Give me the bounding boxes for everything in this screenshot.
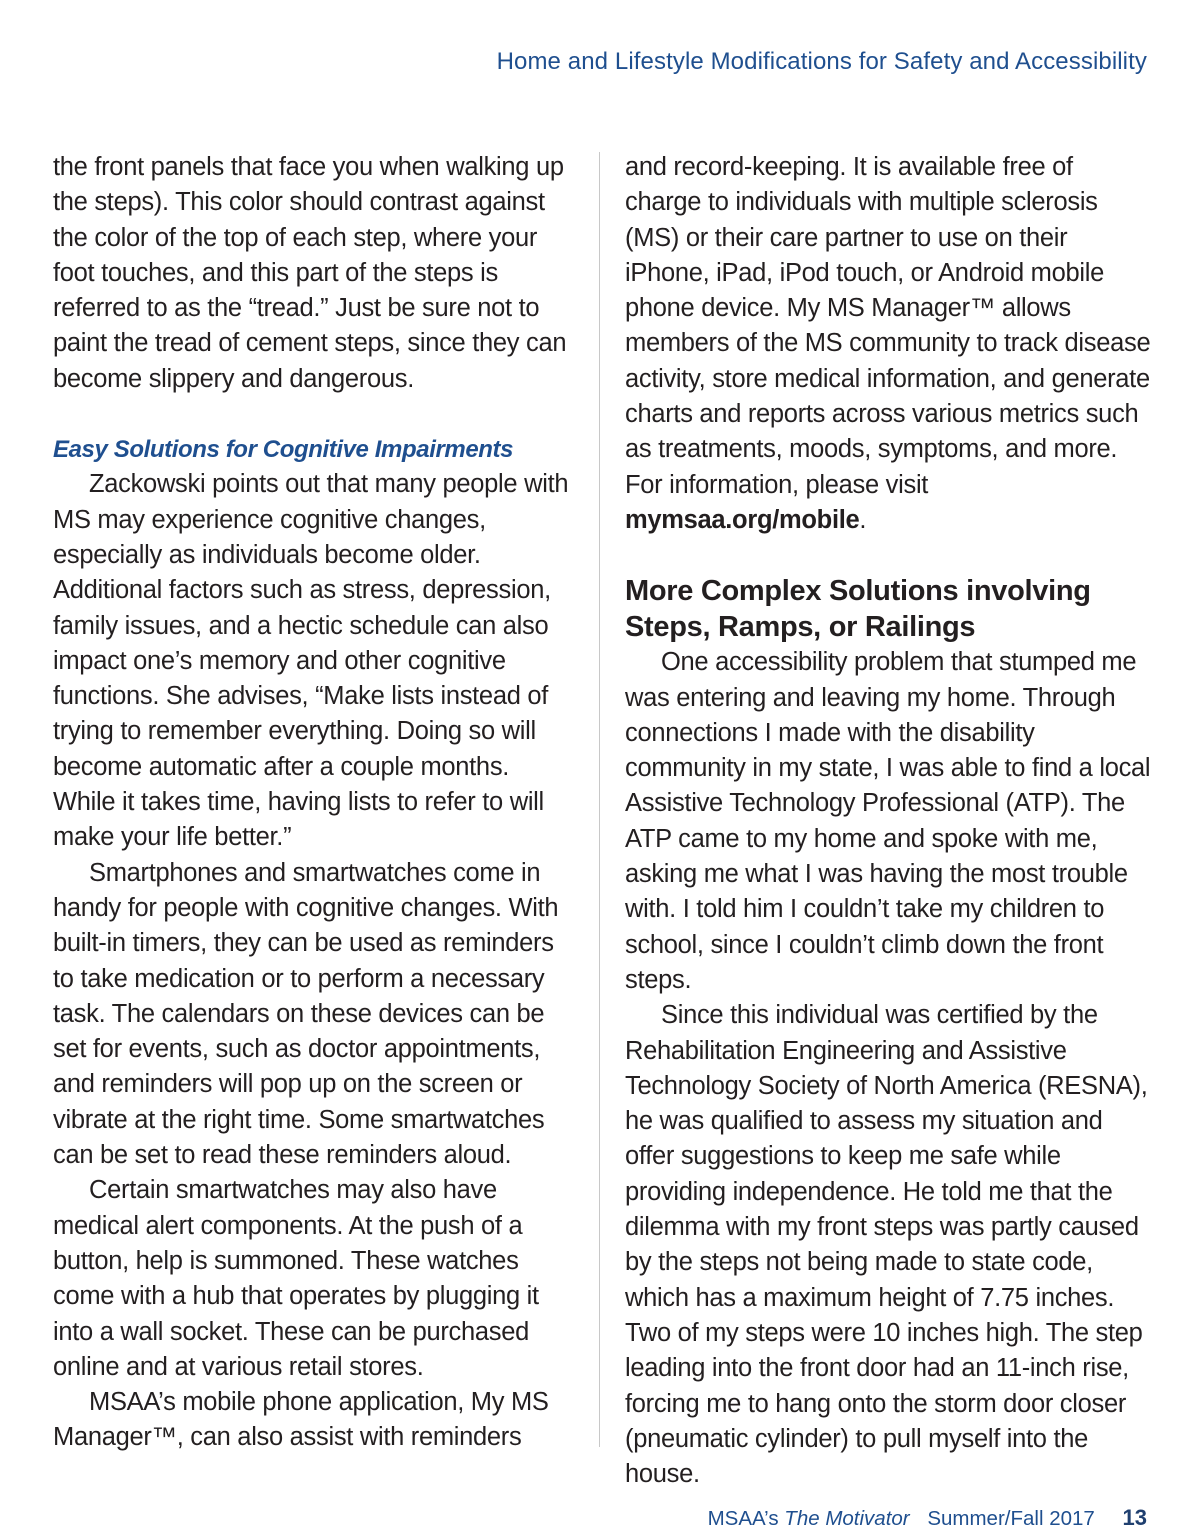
footer-publisher: MSAA’s xyxy=(707,1507,779,1530)
footer-magazine-title: The Motivator xyxy=(784,1507,910,1530)
body-paragraph: the front panels that face you when walking up the steps). This color should contrast against the color of the top of each step, where your foot touches, and this part of the steps is referred to as the “tread.” Just be sure not to paint the tread of cement steps, since they can become slippery and dangerous. xyxy=(53,153,567,393)
paragraph-end: . xyxy=(859,505,867,534)
body-paragraph: MSAA’s mobile phone application, My MS Manager™, can also assist with reminders xyxy=(53,1388,549,1452)
body-paragraph: Since this individual was certified by the Rehabilitation Engineering and Assistive Technology Society of North America (RESNA), he was qualified to assess my situation and offer suggestions to keep me safe while providing independence. He told me that the dilemma with my front steps was partly caused by the steps not being made to state code, which has a maximum height of 7.75 inches. Two of my steps were 10 inches high. The step leading into the front door had an 11-inch rise, forcing me to hang onto the storm door closer (pneumatic cylinder) to pull myself into the house. xyxy=(625,1001,1148,1489)
body-paragraph: Certain smartwatches may also have medical alert components. At the push of a button, help is summoned. These watches come with a hub that operates by plugging it into a wall socket. These can be purchased online and at various retail stores. xyxy=(53,1176,539,1381)
mobile-app-link[interactable]: mymsaa.org/mobile xyxy=(625,505,860,534)
paragraph-text: and record-keeping. It is available free of charge to individuals with multiple sclerosis (MS) or their care partner to use on their iPhone, iPad, iPod touch, or Android mobile phone device. My MS Manager™ allows members of the MS community to track disease activity, store medical information, and generate charts and reports across various metrics such as treatments, moods, symptoms, and more. For information, please visit xyxy=(625,153,1151,499)
body-paragraph: One accessibility problem that stumped me was entering and leaving my home. Through connections I made with the disability community in my state, I was able to find a local Assistive Technology Professional (ATP). The ATP came to my home and spoke with me, asking me what I was having the most trouble with. I told him I couldn’t take my children to school, since I couldn’t climb down the front steps. xyxy=(625,648,1151,994)
column-divider xyxy=(599,152,600,1447)
section-heading-steps-ramps: More Complex Solutions involving Steps, Ramps, or Railings xyxy=(625,575,1091,644)
left-column xyxy=(53,150,573,1456)
page-number: 13 xyxy=(1122,1505,1147,1530)
body-paragraph: Zackowski points out that many people with MS may experience cognitive changes, especially as individuals become older. Additional factors such as stress, depression, family issues, and a hectic schedule can also impact one’s memory and other cognitive functions. She advises, “Make lists instead of trying to remember everything. Doing so will become automatic after a couple months. While it takes time, having lists to refer to will make your life better.” xyxy=(53,470,569,852)
footer-issue: Summer/Fall 2017 xyxy=(927,1507,1095,1530)
running-header-title: Home and Lifestyle Modifications for Safety and Accessibility xyxy=(496,48,1147,75)
subheading-cognitive: Easy Solutions for Cognitive Impairments xyxy=(53,436,514,464)
right-column xyxy=(625,150,1155,1492)
body-paragraph: Smartphones and smartwatches come in handy for people with cognitive changes. With built-in timers, they can be used as reminders to take medication or to perform a necessary task. The calendars on these devices can be set for events, such as doctor appointments, and reminders will pop up on the screen or vibrate at the right time. Some smartwatches can be set to read these reminders aloud. xyxy=(53,858,559,1170)
body-paragraph xyxy=(625,150,1155,538)
page-footer xyxy=(708,1505,1147,1531)
